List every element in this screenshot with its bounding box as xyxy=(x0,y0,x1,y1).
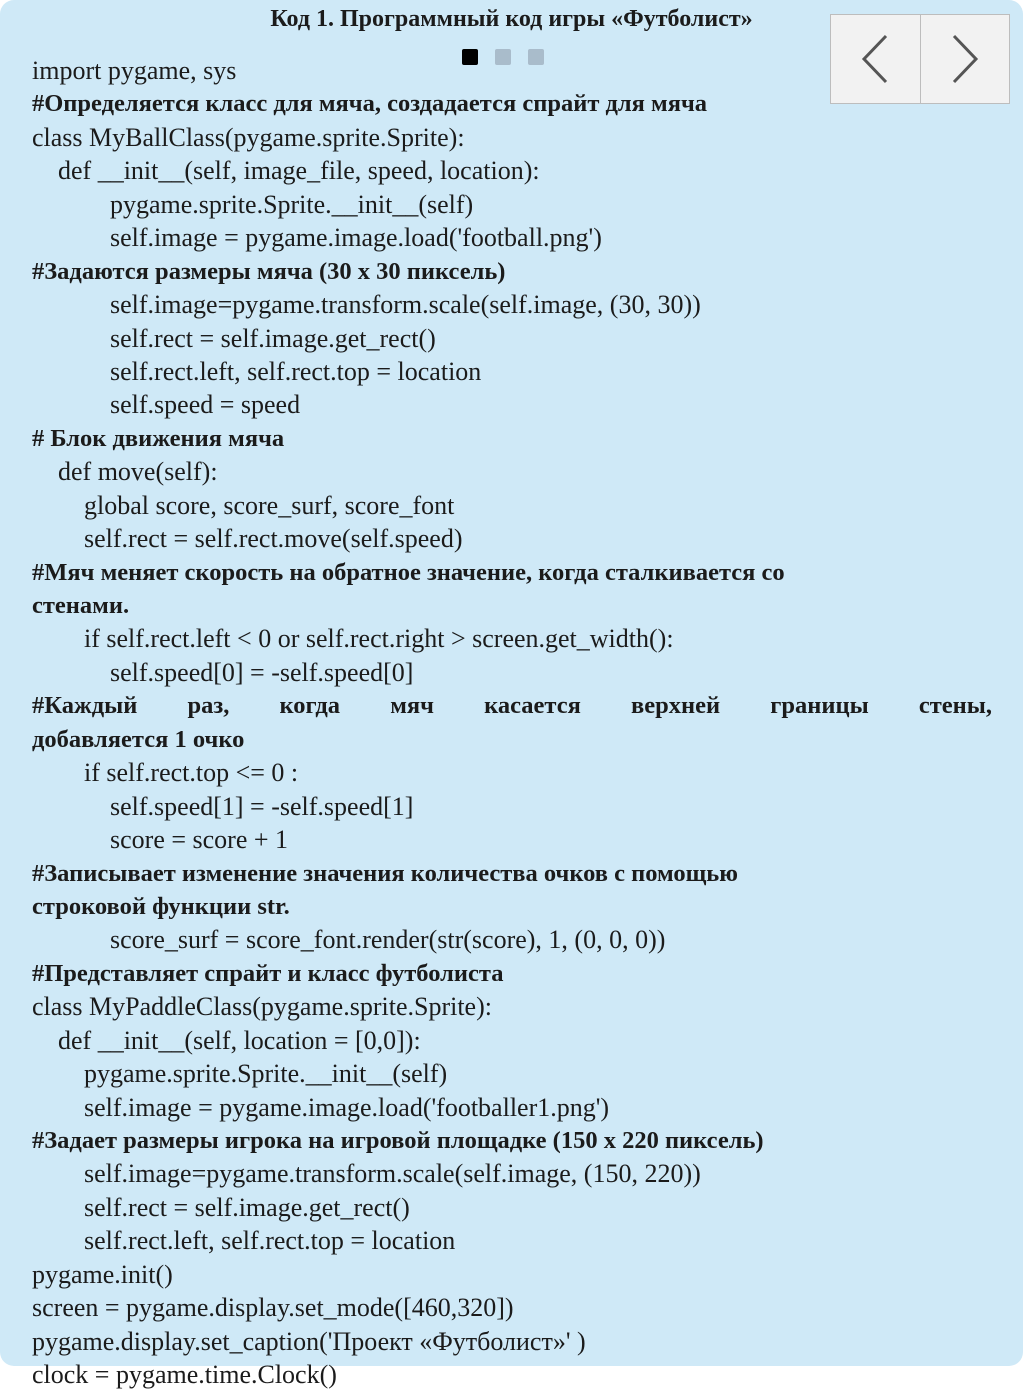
code-listing xyxy=(32,54,992,1392)
code-line: screen = pygame.display.set_mode([460,320]) xyxy=(32,1293,514,1323)
code-line: self.rect.left, self.rect.top = location xyxy=(84,1226,456,1256)
code-line: self.image = pygame.image.load('football.png') xyxy=(110,223,602,253)
code-line: self.rect = self.image.get_rect() xyxy=(84,1192,410,1222)
code-line: self.image = pygame.image.load('footballer1.png') xyxy=(84,1092,610,1122)
code-line: self.image=pygame.transform.scale(self.image, (30, 30)) xyxy=(110,290,701,320)
code-comment: добавляется 1 очко xyxy=(32,725,245,753)
code-comment: # Блок движения мяча xyxy=(32,424,285,452)
code-line: if self.rect.left < 0 or self.rect.right > screen.get_width(): xyxy=(84,624,674,654)
code-line: self.rect = self.image.get_rect() xyxy=(110,323,436,353)
code-line: if self.rect.top <= 0 : xyxy=(84,758,299,788)
code-line: self.rect.left, self.rect.top = location xyxy=(110,356,482,386)
code-comment: #Представляет спрайт и класс футболиста xyxy=(32,959,504,987)
code-comment: #Записывает изменение значения количества очков с помощью xyxy=(32,859,738,887)
code-comment: #Каждый раз, когда мяч касается верхней границы стены, xyxy=(32,692,992,720)
code-line: self.speed[1] = -self.speed[1] xyxy=(110,791,414,821)
code-comment: #Задаются размеры мяча (30 x 30 пиксель) xyxy=(32,257,506,285)
page-title: Код 1. Программный код игры «Футболист» xyxy=(270,6,753,32)
code-line: pygame.init() xyxy=(32,1259,173,1289)
code-line: import pygame, sys xyxy=(32,56,237,85)
code-line: score_surf = score_font.render(str(score), 1, (0, 0, 0)) xyxy=(110,925,666,955)
code-line: pygame.sprite.Sprite.__init__(self) xyxy=(84,1059,448,1089)
code-line: def __init__(self, image_file, speed, location): xyxy=(58,156,540,186)
code-line: def move(self): xyxy=(58,457,218,487)
code-line: score = score + 1 xyxy=(110,825,289,855)
code-comment: #Определяется класс для мяча, создадается спрайт для мяча xyxy=(32,90,708,118)
code-comment: стенами. xyxy=(32,592,130,619)
code-line: global score, score_surf, score_font xyxy=(84,490,455,520)
code-line: self.speed = speed xyxy=(110,390,301,420)
code-comment: строковой функции str. xyxy=(32,892,290,920)
code-comment: #Задает размеры игрока на игровой площадке (150 x 220 пиксель) xyxy=(32,1127,764,1154)
code-comment: #Мяч меняет скорость на обратное значение, когда сталкивается со xyxy=(32,558,785,586)
code-line: clock = pygame.time.Clock() xyxy=(32,1360,337,1390)
code-line: self.speed[0] = -self.speed[0] xyxy=(110,657,414,687)
code-line: pygame.sprite.Sprite.__init__(self) xyxy=(110,189,474,219)
code-line: self.image=pygame.transform.scale(self.image, (150, 220)) xyxy=(84,1159,701,1189)
code-line: class MyBallClass(pygame.sprite.Sprite): xyxy=(32,122,465,152)
code-line: self.rect = self.rect.move(self.speed) xyxy=(84,524,463,554)
code-line: class MyPaddleClass(pygame.sprite.Sprite): xyxy=(32,992,492,1022)
code-line: pygame.display.set_caption('Проект «Футболист»' ) xyxy=(32,1326,586,1356)
code-line: def __init__(self, location = [0,0]): xyxy=(58,1025,421,1055)
